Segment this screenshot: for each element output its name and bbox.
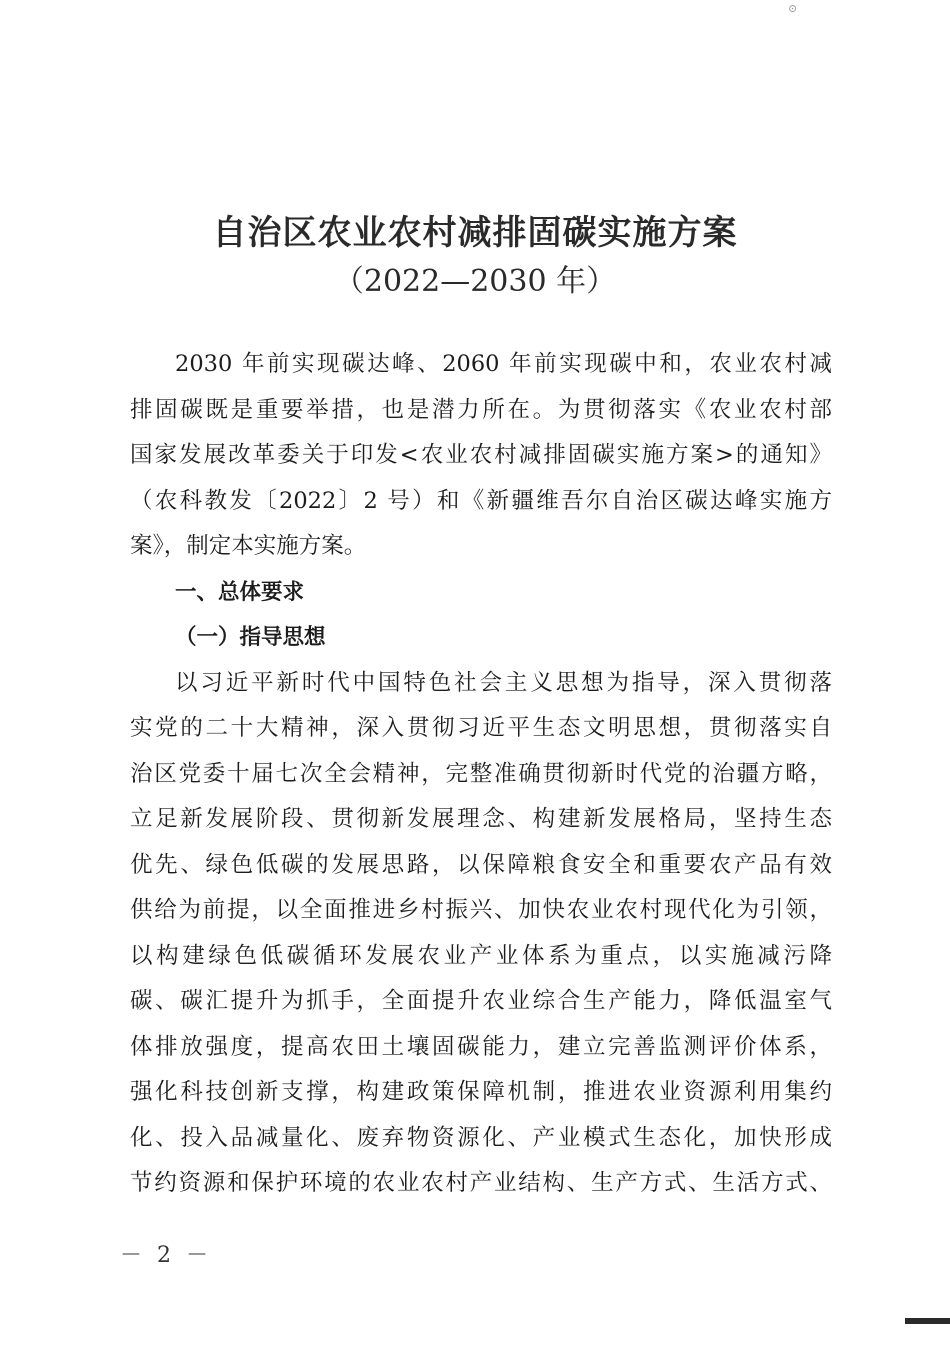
section-heading: 一、总体要求 <box>175 579 305 605</box>
page-number: － 2 － <box>120 1243 212 1268</box>
paragraph-line: （农科教发〔2022〕2 号）和《新疆维吾尔自治区碳达峰实施方 <box>130 487 832 514</box>
intro-paragraph <box>130 342 832 570</box>
paragraph-line: 立足新发展阶段、贯彻新发展理念、构建新发展格局，坚持生态 <box>130 806 832 832</box>
paragraph-line: 体排放强度，提高农田土壤固碳能力，建立完善监测评价体系， <box>130 1033 832 1060</box>
document-subtitle: （2022—2030 年） <box>333 264 617 299</box>
paragraph-line: 排固碳既是重要举措，也是潜力所在。为贯彻落实《农业农村部 <box>130 396 832 423</box>
guiding-paragraph <box>130 661 832 1207</box>
title-block <box>0 208 950 306</box>
paragraph-line: 以习近平新时代中国特色社会主义思想为指导，深入贯彻落 <box>175 669 832 696</box>
subsection-heading: （一）指导思想 <box>175 625 326 650</box>
paragraph-line: 供给为前提，以全面推进乡村振兴、加快农业农村现代化为引领， <box>130 897 832 923</box>
paragraph-line: 化、投入品减量化、废弃物资源化、产业模式生态化，加快形成 <box>130 1124 832 1151</box>
paragraph-line: 节约资源和保护环境的农业农村产业结构、生产方式、生活方式、 <box>130 1170 832 1196</box>
paragraph-line: 强化科技创新支撑，构建政策保障机制，推进农业资源利用集约 <box>130 1079 832 1105</box>
paragraph-line: 案》，制定本实施方案。 <box>130 533 367 559</box>
body-text <box>130 342 832 1207</box>
paragraph-line: 2030 年前实现碳达峰、2060 年前实现碳中和，农业农村减 <box>175 351 832 377</box>
document-title: 自治区农业农村减排固碳实施方案 <box>212 213 738 253</box>
paragraph-line: 优先、绿色低碳的发展思路，以保障粮食安全和重要农产品有效 <box>130 851 832 878</box>
paragraph-line: 实党的二十大精神，深入贯彻习近平生态文明思想，贯彻落实自 <box>130 715 832 741</box>
paragraph-line: 碳、碳汇提升为抓手，全面提升农业综合生产能力，降低温室气 <box>130 988 832 1014</box>
paragraph-line: 国家发展改革委关于印发<农业农村减排固碳实施方案>的通知》 <box>130 442 832 468</box>
paragraph-line: 治区党委十届七次全会精神，完整准确贯彻新时代党的治疆方略， <box>130 760 832 787</box>
corner-mark: ⊙ <box>788 2 798 15</box>
scan-edge-mark <box>905 1318 950 1324</box>
paragraph-line: 以构建绿色低碳循环发展农业产业体系为重点，以实施减污降 <box>130 942 832 969</box>
